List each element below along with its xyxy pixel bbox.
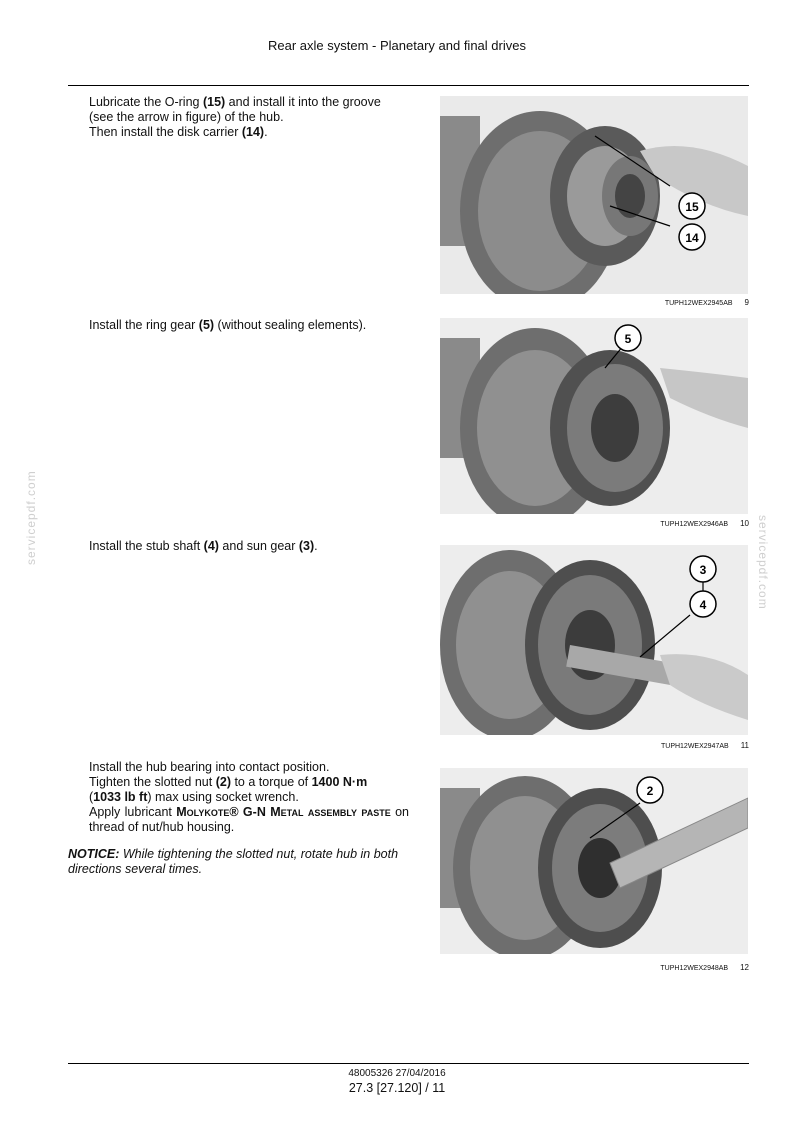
figure-11-photo	[440, 545, 748, 735]
callout-2: 2	[646, 784, 654, 798]
figure-11-caption: TUPH12WEX2947AB 11	[660, 741, 749, 750]
callout-4: 4	[699, 598, 707, 612]
figure-12-photo	[440, 768, 748, 954]
figure-9-photo	[440, 96, 748, 294]
page-header: Rear axle system - Planetary and final drives	[268, 38, 526, 53]
watermark-left: servicepdf.com	[24, 470, 38, 565]
callout-15: 15	[685, 200, 699, 214]
step-3-text: Install the stub shaft (4) and sun gear (3).	[89, 539, 318, 553]
step-2-text: Install the ring gear (5) (without sealing elements).	[89, 318, 367, 332]
figure-9-caption: TUPH12WEX2945AB 9	[664, 298, 749, 307]
step-4-text: Install the hub bearing into contact position. Tighten the slotted nut (2) to a torque of 1400 N·m (1033 lb ft) max using socket wrench. Apply lubricant Molykote® G-N Metal assembly paste on thread of nut/hub housing.	[89, 760, 409, 834]
callout-5: 5	[624, 332, 632, 346]
figure-10-photo	[440, 318, 748, 514]
footer-page-number: 27.3 [27.120] / 11	[348, 1081, 446, 1095]
notice-text: NOTICE: While tightening the slotted nut, rotate hub in both directions several times.	[68, 847, 399, 876]
callout-3: 3	[699, 563, 707, 577]
footer-rule	[68, 1063, 749, 1064]
watermark-right: servicepdf.com	[756, 515, 770, 610]
figure-12-caption: TUPH12WEX2948AB 12	[660, 963, 749, 972]
footer-doc-id: 48005326 27/04/2016	[348, 1068, 446, 1079]
callout-14: 14	[685, 231, 699, 245]
header-rule	[68, 85, 749, 86]
step-1-text: Lubricate the O-ring (15) and install it into the groove (see the arrow in figure) of the hub. Then install the disk carrier (14).	[89, 95, 381, 139]
figure-10-caption: TUPH12WEX2946AB 10	[660, 519, 749, 528]
